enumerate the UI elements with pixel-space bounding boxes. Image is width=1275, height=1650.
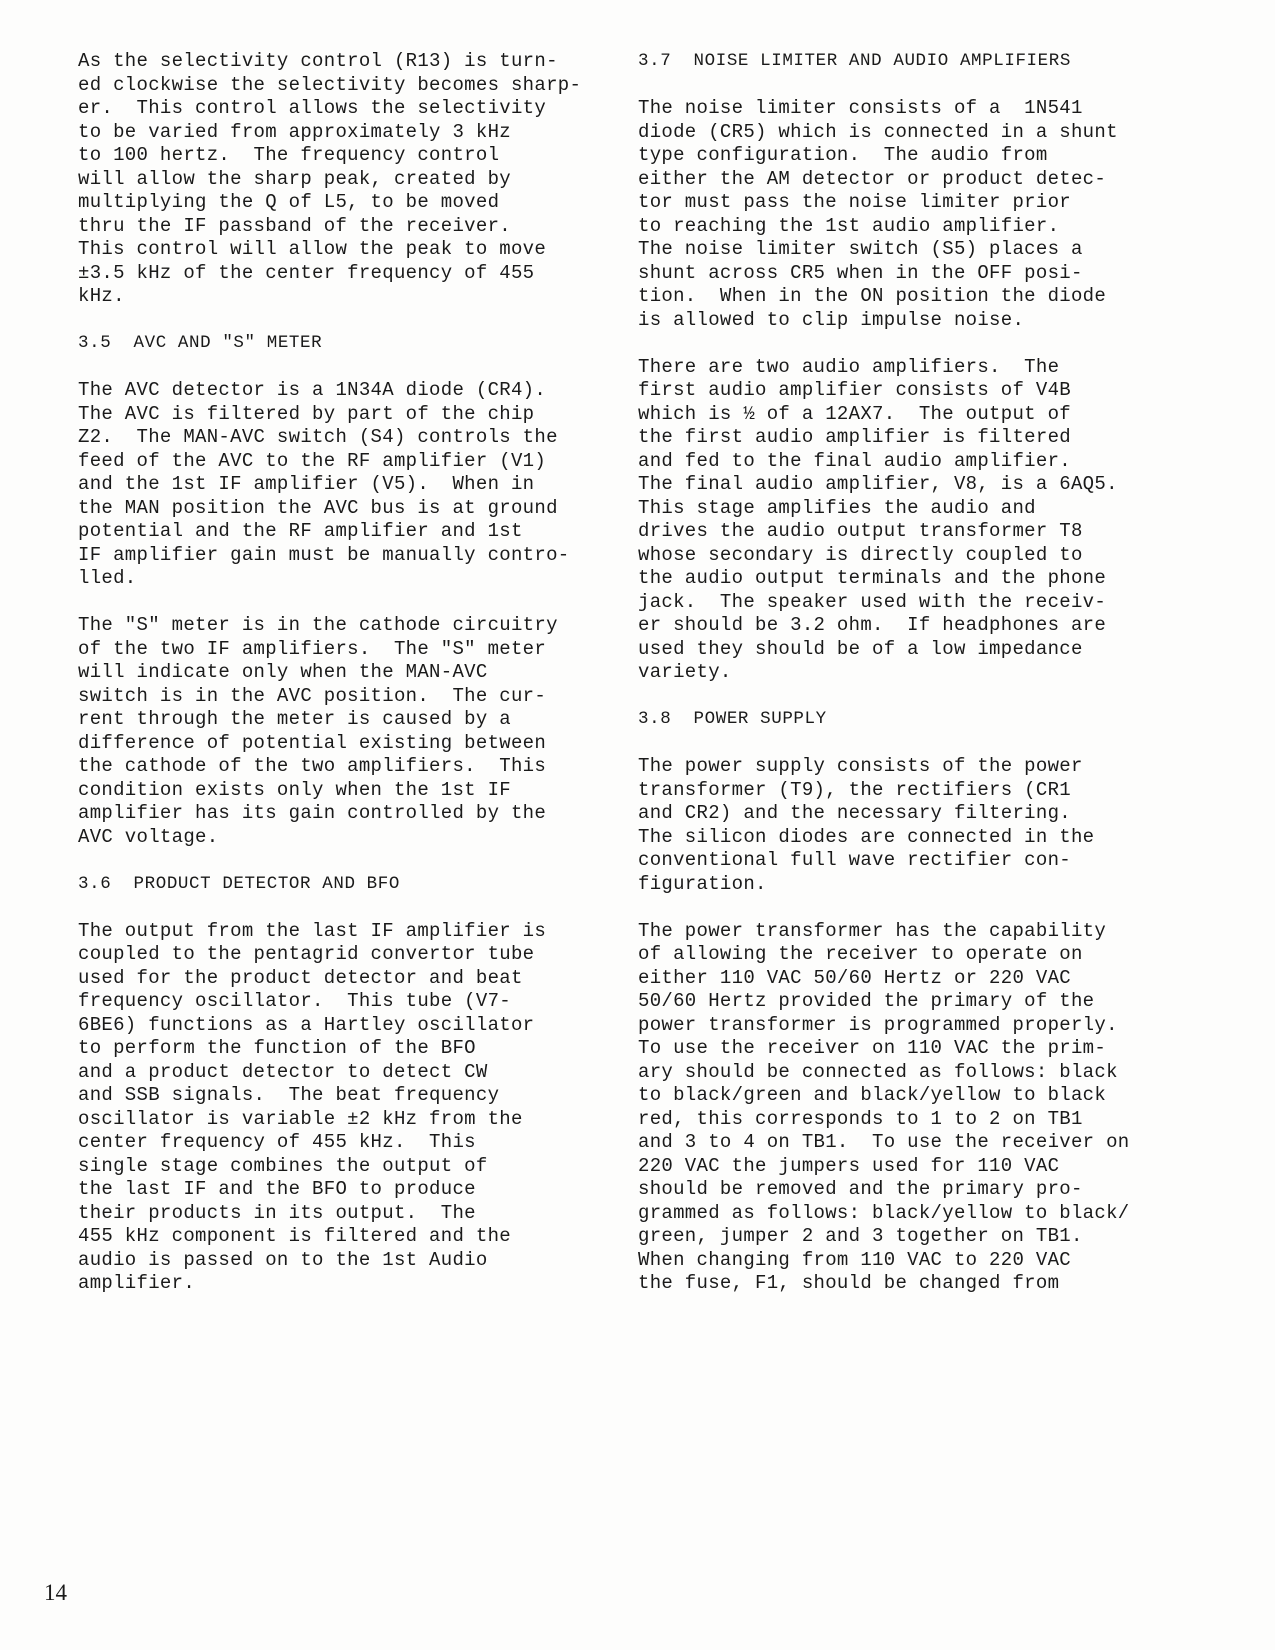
text-line: single stage combines the output of [78,1154,488,1177]
text-line: power transformer is programmed properly. [638,1013,1118,1036]
text-line: the audio output terminals and the phone [638,567,1107,589]
text-line: The power transformer has the capability [638,919,1107,942]
text-line: and SSB signals. The beat frequency [78,1084,500,1106]
text-line: jack. The speaker used with the receiv- [638,590,1107,613]
intro-paragraph [78,50,618,309]
text-line: their products in its output. The [78,1201,476,1224]
text-line: ed clockwise the selectivity becomes sharp- [78,73,582,96]
s-meter-paragraph [78,614,618,849]
text-line: rent through the meter is caused by a [78,708,511,730]
text-line: lled. [78,567,137,589]
text-line: amplifier has its gain controlled by the [78,802,547,824]
text-line: er. This control allows the selectivity [78,97,547,119]
text-line: amplifier. [78,1272,196,1294]
text-line: shunt across CR5 when in the OFF posi- [638,261,1083,284]
text-line: When changing from 110 VAC to 220 VAC [638,1248,1071,1271]
text-line: which is ½ of a 12AX7. The output of [638,402,1071,425]
text-line: either the AM detector or product detec- [638,167,1107,190]
text-line: ary should be connected as follows: black [638,1060,1118,1083]
text-line: drives the audio output transformer T8 [638,520,1083,542]
section-heading-3-6: 3.6 PRODUCT DETECTOR AND BFO [78,873,400,894]
text-line: the last IF and the BFO to produce [78,1178,476,1200]
text-line: grammed as follows: black/yellow to black/ [638,1201,1130,1224]
text-line: 6BE6) functions as a Hartley oscillator [78,1013,535,1036]
section-heading-3-7: 3.7 NOISE LIMITER AND AUDIO AMPLIFIERS [638,51,1071,71]
text-line: first audio amplifier consists of V4B [638,379,1071,401]
text-line: er should be 3.2 ohm. If headphones are [638,614,1107,636]
text-line: The silicon diodes are connected in the [638,825,1095,848]
text-line: of allowing the receiver to operate on [638,943,1083,965]
text-line: 455 kHz component is filtered and the [78,1225,511,1247]
page-number: 14 [44,1580,67,1605]
text-line: The "S" meter is in the cathode circuitry [78,614,558,636]
text-line: IF amplifier gain must be manually contro- [78,543,570,566]
section-heading-3-8: 3.8 POWER SUPPLY [638,709,827,729]
right-column [638,50,1178,1296]
text-line: to perform the function of the BFO [78,1037,476,1059]
text-line: 220 VAC the jumpers used for 110 VAC [638,1154,1060,1177]
audio-amplifier-paragraph [638,356,1178,685]
text-line: diode (CR5) which is connected in a shunt [638,120,1118,143]
text-line: the first audio amplifier is filtered [638,426,1071,448]
text-line: and 3 to 4 on TB1. To use the receiver on [638,1131,1130,1153]
text-line: frequency oscillator. This tube (V7- [78,990,511,1012]
text-line: thru the IF passband of the receiver. [78,214,511,237]
text-line: and a product detector to detect CW [78,1060,488,1083]
text-line: and CR2) and the necessary filtering. [638,802,1071,824]
left-column [78,50,618,1296]
text-line: kHz. [78,285,125,307]
product-detector-paragraph [78,920,618,1296]
text-line: to 100 hertz. The frequency control [78,144,500,166]
text-line: either 110 VAC 50/60 Hertz or 220 VAC [638,966,1071,989]
text-line: used they should be of a low impedance [638,637,1083,660]
text-line: The final audio amplifier, V8, is a 6AQ5. [638,473,1118,495]
noise-limiter-paragraph [638,97,1178,332]
text-line: The output from the last IF amplifier is [78,919,547,942]
avc-paragraph [78,379,618,591]
text-line: condition exists only when the 1st IF [78,778,511,801]
section-heading-3-5: 3.5 AVC AND "S" METER [78,333,323,353]
text-line: red, this corresponds to 1 to 2 on TB1 [638,1107,1083,1130]
text-line: The power supply consists of the power [638,755,1083,777]
text-line: to be varied from approximately 3 kHz [78,120,511,143]
text-line: audio is passed on to the 1st Audio [78,1248,488,1271]
text-line: will allow the sharp peak, created by [78,167,511,190]
text-line: There are two audio amplifiers. The [638,355,1060,378]
text-line: Z2. The MAN-AVC switch (S4) controls the [78,426,558,448]
text-line: The AVC is filtered by part of the chip [78,402,535,425]
text-line: switch is in the AVC position. The cur- [78,684,547,707]
text-line: ±3.5 kHz of the center frequency of 455 [78,261,535,284]
text-line: will indicate only when the MAN-AVC [78,661,488,683]
text-line: multiplying the Q of L5, to be moved [78,191,500,213]
text-line: the cathode of the two amplifiers. This [78,755,547,777]
text-line: and the 1st IF amplifier (V5). When in [78,473,535,495]
text-line: The AVC detector is a 1N34A diode (CR4). [78,379,547,401]
text-line: green, jumper 2 and 3 together on TB1. [638,1225,1083,1247]
text-line: and fed to the final audio amplifier. [638,449,1071,472]
text-line: AVC voltage. [78,825,219,848]
text-line: to reaching the 1st audio amplifier. [638,214,1060,237]
text-line: feed of the AVC to the RF amplifier (V1) [78,449,547,472]
text-line: The noise limiter consists of a 1N541 [638,97,1083,119]
text-line: tion. When in the ON position the diode [638,285,1107,307]
text-line: tor must pass the noise limiter prior [638,191,1071,213]
text-line: the fuse, F1, should be changed from [638,1272,1060,1294]
text-line: variety. [638,661,732,683]
text-line: to black/green and black/yellow to black [638,1084,1107,1106]
text-line: coupled to the pentagrid convertor tube [78,943,535,965]
text-line: center frequency of 455 kHz. This [78,1131,476,1153]
power-transformer-paragraph [638,920,1178,1296]
text-line: the MAN position the AVC bus is at ground [78,496,558,519]
text-line: This stage amplifies the audio and [638,496,1036,519]
text-line: The noise limiter switch (S5) places a [638,238,1083,260]
text-line: potential and the RF amplifier and 1st [78,520,523,542]
power-supply-paragraph [638,755,1178,896]
text-line: To use the receiver on 110 VAC the prim- [638,1037,1107,1059]
text-line: difference of potential existing between [78,731,547,754]
text-line: whose secondary is directly coupled to [638,543,1083,566]
text-line: oscillator is variable ±2 kHz from the [78,1107,523,1130]
text-line: type configuration. The audio from [638,144,1048,166]
text-line: This control will allow the peak to move [78,238,547,260]
text-line: of the two IF amplifiers. The "S" meter [78,637,547,660]
text-line: used for the product detector and beat [78,966,523,989]
text-line: figuration. [638,872,767,895]
text-line: As the selectivity control (R13) is turn- [78,50,558,72]
text-line: is allowed to clip impulse noise. [638,308,1025,331]
text-line: transformer (T9), the rectifiers (CR1 [638,778,1071,801]
text-line: 50/60 Hertz provided the primary of the [638,990,1095,1012]
text-line: should be removed and the primary pro- [638,1178,1083,1200]
text-line: conventional full wave rectifier con- [638,849,1071,871]
